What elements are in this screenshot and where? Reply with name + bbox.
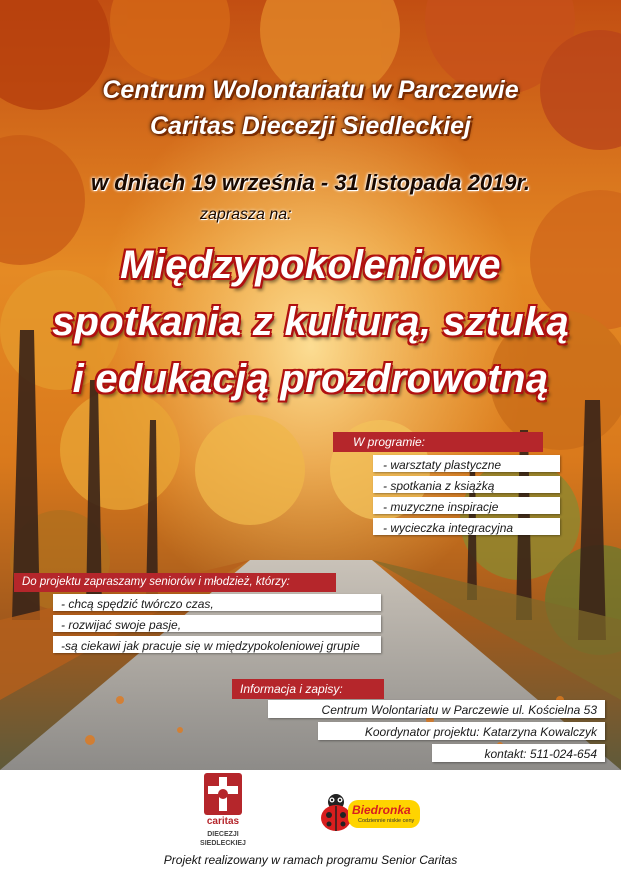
project-title: Do projektu zapraszamy seniorów i młodzież, którzy: xyxy=(14,573,336,592)
project-item: - rozwijać swoje pasje, xyxy=(53,615,381,632)
headline-line-3: i edukacją prozdrowotną xyxy=(72,357,549,401)
organizer-line-1: Centrum Wolontariatu w Parczewie xyxy=(102,76,519,104)
project-item: - chcą spędzić twórczo czas, xyxy=(53,594,381,611)
info-coordinator: Koordynator projektu: Katarzyna Kowalczyk xyxy=(318,722,605,740)
caritas-logo-subtitle: SIEDLECKIEJ xyxy=(200,840,246,847)
headline-line-2: spotkania z kulturą, sztuką xyxy=(51,300,570,344)
info-contact: kontakt: 511-024-654 xyxy=(432,744,605,762)
program-title: W programie: xyxy=(333,432,543,452)
event-dates: w dniach 19 września - 31 listopada 2019r. xyxy=(91,170,530,195)
program-item: - warsztaty plastyczne xyxy=(373,455,560,472)
caritas-logo-name: caritas xyxy=(206,816,240,827)
biedronka-logo-name: Biedronka xyxy=(352,803,411,817)
program-item: - wycieczka integracyjna xyxy=(373,518,560,535)
biedronka-logo-tagline: Codziennie niskie ceny xyxy=(358,818,415,824)
program-item: - spotkania z książką xyxy=(373,476,560,493)
info-address: Centrum Wolontariatu w Parczewie ul. Kościelna 53 xyxy=(268,700,605,718)
footer-text: Projekt realizowany w ramach programu Senior Caritas xyxy=(163,853,458,867)
caritas-logo-subtitle: DIECEZJI xyxy=(207,831,239,838)
project-item: -są ciekawi jak pracuje się w międzypokoleniowej grupie xyxy=(53,636,381,653)
program-item: - muzyczne inspiracje xyxy=(373,497,560,514)
info-title: Informacja i zapisy: xyxy=(232,679,384,699)
caritas-logo-icon xyxy=(198,771,248,817)
organizer-line-2: Caritas Diecezji Siedleckiej xyxy=(149,112,471,140)
invite-text: zaprasza na: xyxy=(200,206,292,223)
headline-line-1: Międzypokoleniowe xyxy=(120,243,501,287)
